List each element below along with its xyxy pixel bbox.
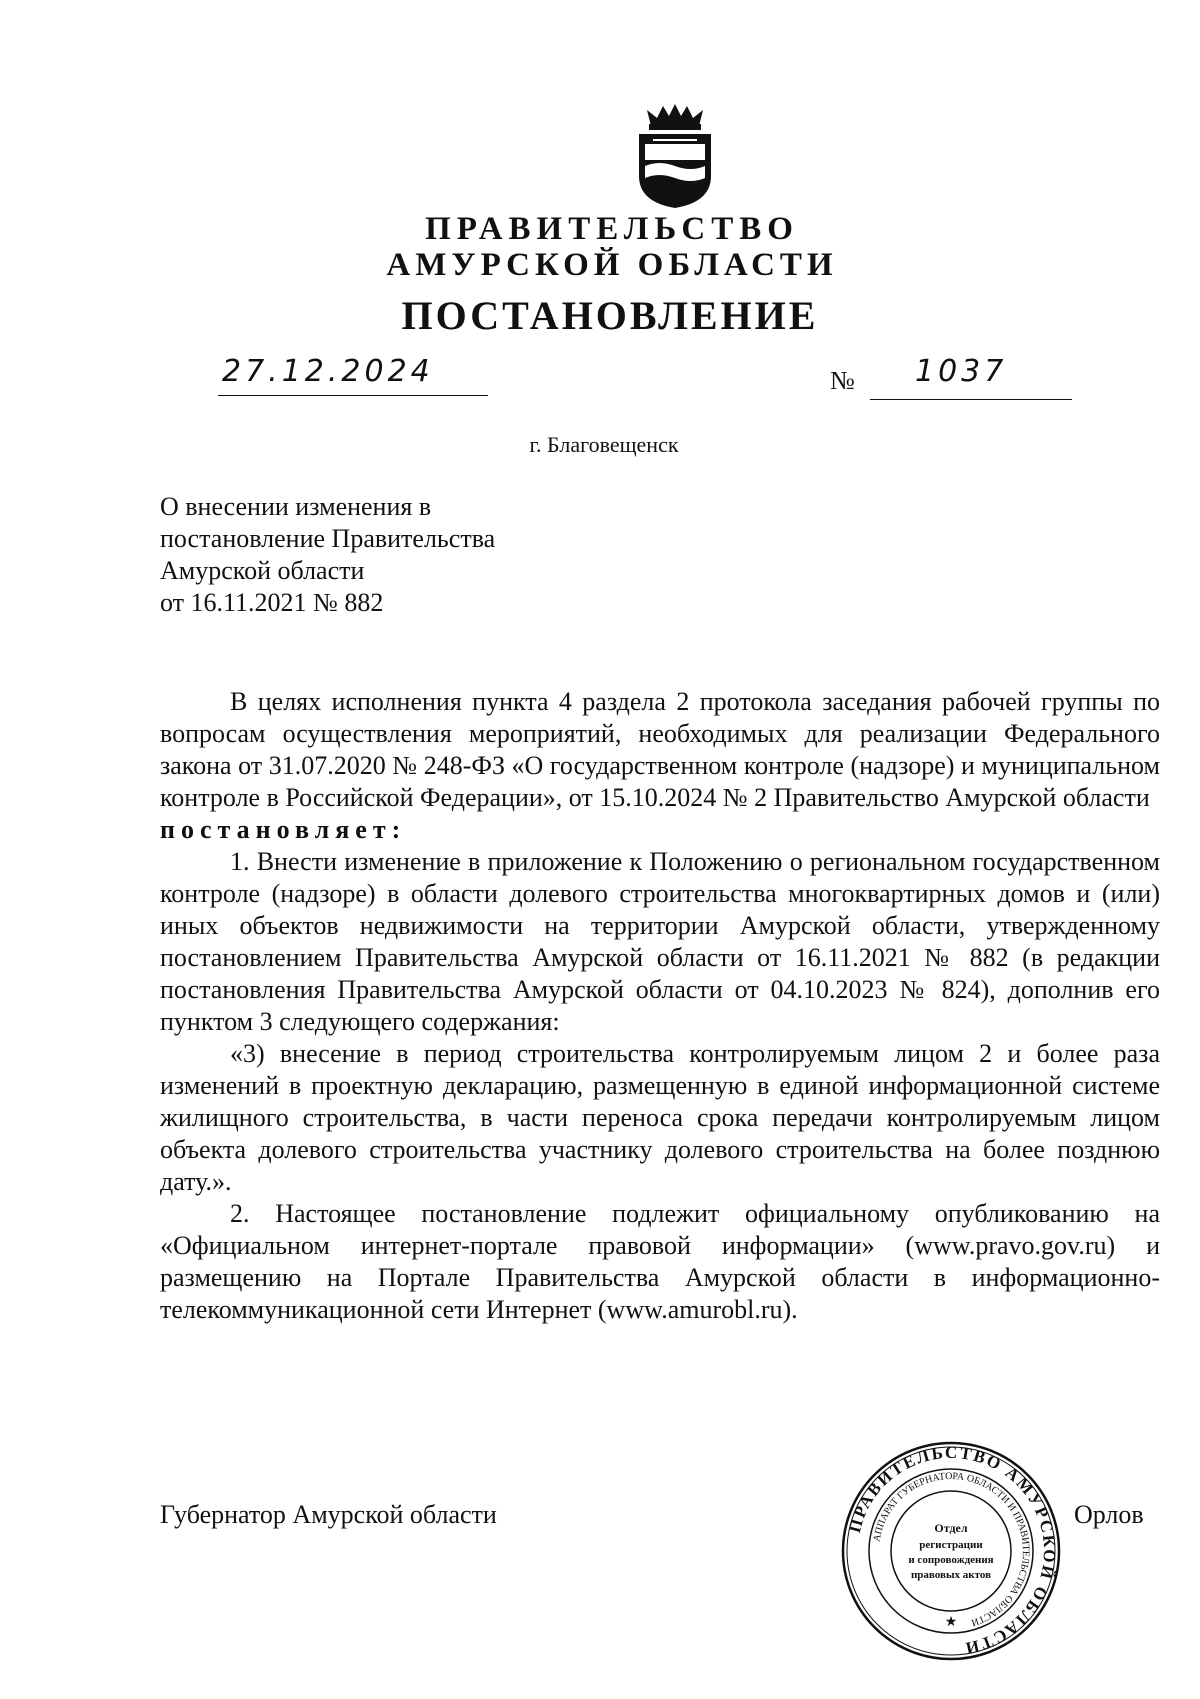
seal-center-line: Отдел: [934, 1521, 968, 1535]
seal-star-icon: ★: [944, 1615, 958, 1630]
document-date: 27.12.2024: [222, 354, 434, 389]
item-2-paragraph: 2. Настоящее постановление подлежит официальному опубликованию на «Официальном интернет-портале правовой информации» (www.pravo.gov.ru) и размещению на Портале Правительства Амурской области в информационно-телекоммуникационной сети Интернет (www.amurobl.ru).: [160, 1199, 1160, 1324]
document-type-title: ПОСТАНОВЛЕНИЕ: [401, 293, 819, 338]
decree-word: постановляет:: [160, 815, 407, 844]
date-underline: [218, 395, 488, 396]
subject-line: постановление Правительства: [160, 524, 496, 553]
seal-center-line: регистрации: [919, 1539, 983, 1551]
subject-line: Амурской области: [160, 556, 365, 585]
signatory-position: Губернатор Амурской области: [160, 1500, 497, 1529]
document-number: 1037: [915, 354, 1008, 389]
city-line: г. Благовещенск: [529, 432, 679, 457]
signatory-name: Орлов: [1074, 1500, 1144, 1529]
number-sign: №: [830, 366, 855, 395]
seal-center-line: правовых актов: [910, 1569, 992, 1581]
coat-of-arms-icon: [633, 104, 717, 208]
official-seal-stamp: [840, 1440, 1062, 1662]
document-body: [160, 686, 1160, 1326]
subject-line: О внесении изменения в: [160, 492, 432, 521]
decree-word-paragraph: [160, 814, 1160, 846]
preamble-paragraph: В целях исполнения пункта 4 раздела 2 протокола заседания рабочей группы по вопросам осуществления мероприятий, необходимых для реализации Федерального закона от 31.07.2020 № 248-ФЗ «О государственном контроле (надзоре) и муниципальном контроле в Российской Федерации», от 15.10.2024 № 2 Правительство Амурской области: [160, 687, 1160, 812]
subject-line: от 16.11.2021 № 882: [160, 588, 384, 617]
number-underline: [870, 399, 1072, 400]
document-subject: [160, 491, 580, 619]
government-name-line1: ПРАВИТЕЛЬСТВО: [425, 211, 799, 247]
seal-center-line: и сопровождения: [908, 1554, 994, 1566]
quoted-amendment-paragraph: «3) внесение в период строительства контролируемым лицом 2 и более раза изменений в проектную декларацию, размещенную в единой информационной системе жилищного строительства, в части переноса срока передачи контролируемым лицом объекта долевого строительства участнику долевого строительства на более позднюю дату.».: [160, 1039, 1160, 1196]
government-name-line2: АМУРСКОЙ ОБЛАСТИ: [386, 247, 838, 283]
item-1-paragraph: 1. Внести изменение в приложение к Положению о региональном государственном контроле (надзоре) в области долевого строительства многоквартирных домов и (или) иных объектов недвижимости на территории Амурской области, утвержденному постановлением Правительства Амурской области от 16.11.2021 № 882 (в редакции постановления Правительства Амурской области от 04.10.2023 № 824), дополнив его пунктом 3 следующего содержания:: [160, 847, 1160, 1036]
seal-outer-text: ПРАВИТЕЛЬСТВО АМУРСКОЙ ОБЛАСТИ: [844, 1442, 1060, 1659]
seal-inner-ring-text: АППАРАТ ГУБЕРНАТОРА ОБЛАСТИ И ПРАВИТЕЛЬСТВА ОБЛАСТИ: [871, 1470, 1032, 1628]
